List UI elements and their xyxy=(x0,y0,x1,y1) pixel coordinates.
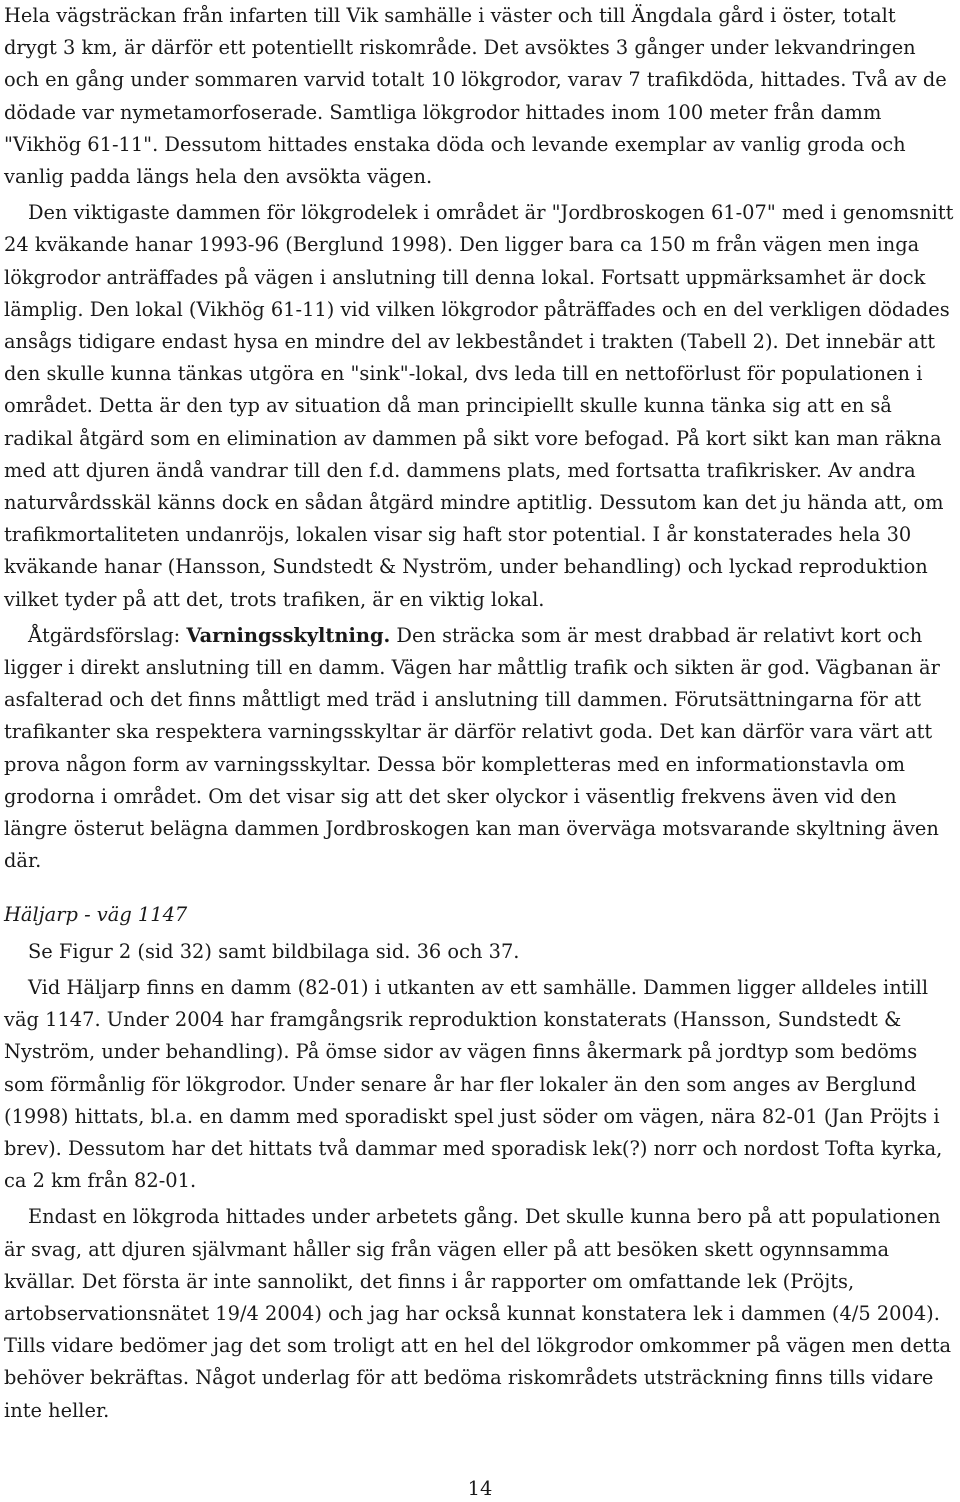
action-proposal-label: Åtgärdsförslag: xyxy=(28,623,187,647)
paragraph-vik-road: Hela vägsträckan från infarten till Vik samhälle i väster och till Ängdala gård i öster, totalt drygt 3 km, är därför ett potentiellt riskområde. Det avsöktes 3 gånger under lekvandringen och en gång under sommaren varvid totalt 10 lökgrodor, varav 7 trafikdöda, hittades. Två av de dödade var nymetamorfoserade. Samtliga lökgrodor hittades inom 100 meter från damm "Vikhög 61-11". Dessutom hittades enstaka döda och levande exemplar av vanlig groda och vanlig padda längs hela den avsökta vägen. xyxy=(4,4,947,189)
page-number: 14 xyxy=(467,1477,493,1500)
document-page xyxy=(4,0,954,1427)
action-proposal-title: Varningsskyltning. xyxy=(186,623,391,647)
action-proposal-text: Den sträcka som är mest drabbad är relativt kort och ligger i direkt anslutning till en damm. Vägen har måttlig trafik och sikten är god. Vägbanan är asfalterad och det finns måttligt med träd i anslutning till dammen. Förutsättningarna för att trafikanter ska respektera varningsskyltar är därför relativt goda. Det kan därför vara värt att prova någon form av varningsskyltar. Dessa bör kompletteras med en informationstavla om grodorna i området. Om det visar sig att det sker olyckor i väsentlig frekvens även vid den längre österut belägna dammen Jordbroskogen kan man överväga motsvarande skyltning även där. xyxy=(4,623,940,873)
paragraph-haljarp-pond: Vid Häljarp finns en damm (82-01) i utkanten av ett samhälle. Dammen ligger alldeles intill väg 1147. Under 2004 har framgångsrik reproduktion konstaterats (Hansson, Sundstedt & Nyström, under behandling). På ömse sidor av vägen finns åkermark på jordtyp som bedöms som förmånlig för lökgrodor. Under senare år har fler lokaler än den som anges av Berglund (1998) hittats, bl.a. en damm med sporadiskt spel just söder om vägen, nära 82-01 (Jan Pröjts i brev). Dessutom har det hittats två dammar med sporadisk lek(?) norr och nordost Tofta kyrka, ca 2 km från 82-01. xyxy=(4,975,943,1193)
paragraph-single-frog: Endast en lökgroda hittades under arbetets gång. Det skulle kunna bero på att populationen är svag, att djuren självmant håller sig från vägen eller på att besöken skett ogynnsamma kvällar. Det första är inte sannolikt, det finns i år rapporter om omfattande lek (Pröjts, artobservationsnätet 19/4 2004) och jag har också kunnat konstatera lek i dammen (4/5 2004). Tills vidare bedömer jag det som troligt att en hel del lökgrodor omkommer på vägen men detta behöver bekräftas. Något underlag för att bedöma riskområdets utsträckning finns tills vidare inte heller. xyxy=(4,1205,952,1422)
paragraph-figure-reference: Se Figur 2 (sid 32) samt bildbilaga sid. 36 och 37. xyxy=(28,939,520,963)
paragraph-action-proposal xyxy=(4,620,954,878)
paragraph-jordbroskogen: Den viktigaste dammen för lökgrodelek i området är "Jordbroskogen 61-07" med i genomsnitt 24 kväkande hanar 1993-96 (Berglund 1998). Den ligger bara ca 150 m från vägen men inga lökgrodor anträffades på vägen i anslutning till denna lokal. Fortsatt uppmärksamhet är dock lämplig. Den lokal (Vikhög 61-11) vid vilken lökgrodor påträffades och en del verkligen dödades ansågs tidigare endast hysa en mindre del av lekbeståndet i trakten (Tabell 2). Det innebär att den skulle kunna tänkas utgöra en "sink"-lokal, dvs leda till en nettoförlust för populationen i området. Detta är den typ av situation då man principiellt skulle kunna tänka sig att en så radikal åtgärd som en elimination av dammen på sikt vore befogad. På kort sikt kan man räkna med att djuren ändå vandrar till den f.d. dammens plats, med fortsatta trafikrisker. Av andra naturvårdsskäl känns dock en sådan åtgärd mindre aptitlig. Dessutom kan det ju hända att, om trafikmortaliteten undanröjs, lokalen visar sig haft stor potential. I år konstaterades hela 30 kväkande hanar (Hansson, Sundstedt & Nyström, under behandling) och lyckad reproduktion vilket tyder på att det, trots trafiken, är en viktig lokal. xyxy=(4,201,954,611)
section-heading-haljarp: Häljarp - väg 1147 xyxy=(4,903,188,927)
